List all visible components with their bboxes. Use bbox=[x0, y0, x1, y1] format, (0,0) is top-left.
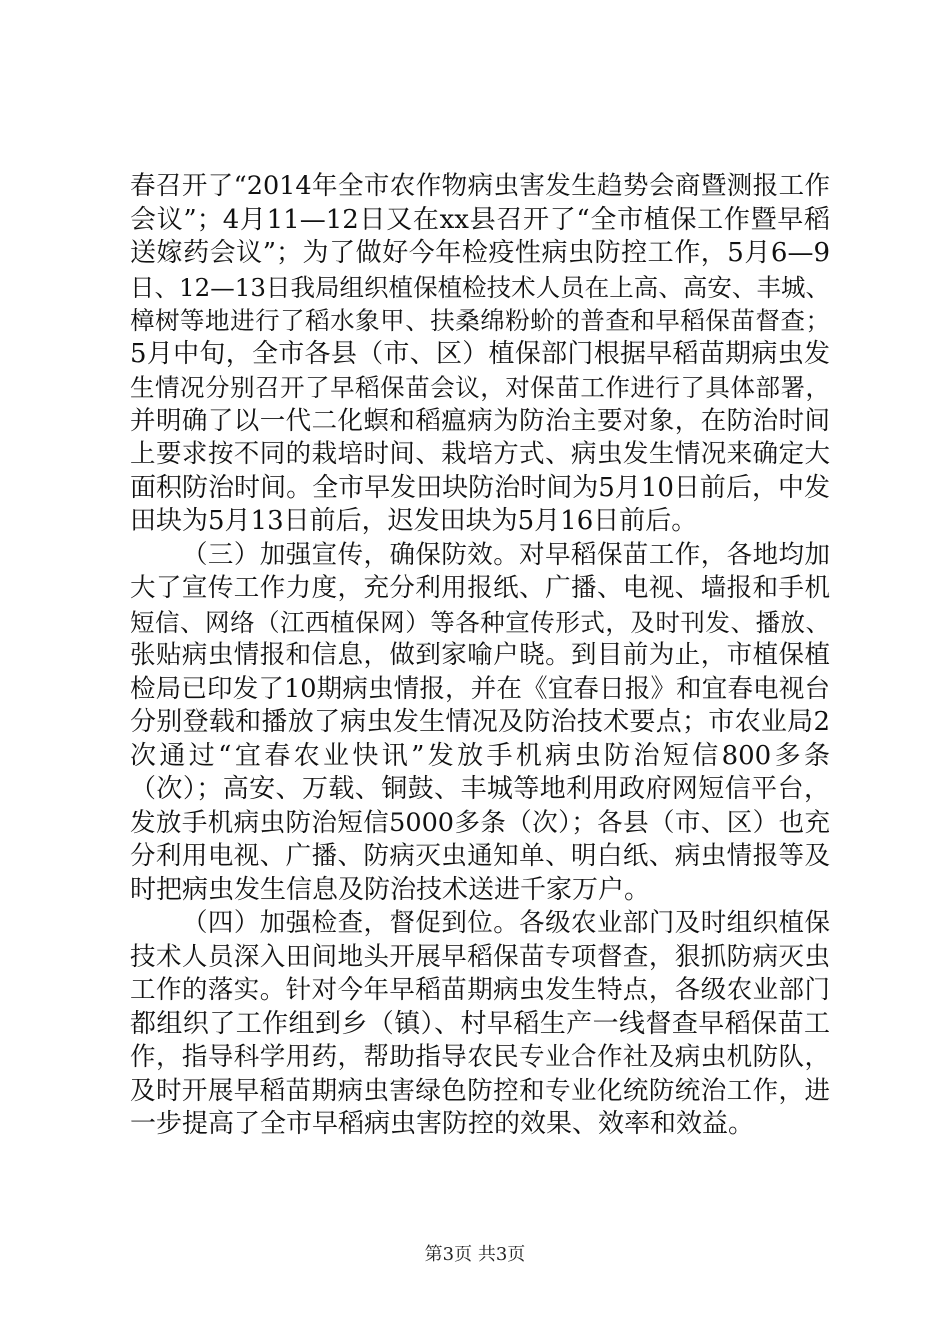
body-text-line: 田块为5月13日前后，迟发田块为5月16日前后。 bbox=[130, 506, 698, 536]
body-text-line: 时把病虫发生信息及防治技术送进千家万户。 bbox=[130, 874, 651, 905]
body-text-line: 一步提高了全市早稻病虫害防控的效果、效率和效益。 bbox=[130, 1109, 755, 1139]
body-text-line: （次）；高安、万载、铜鼓、丰城等地利用政府网短信平台， bbox=[130, 774, 830, 804]
body-text-line: 会议”；4月11—12日又在xx县召开了“全市植保工作暨早稻 bbox=[130, 204, 830, 235]
body-text-line: 春召开了“2014年全市农作物病虫害发生趋势会商暨测报工作 bbox=[130, 171, 830, 201]
body-text-line: 面积防治时间。全市早发田块防治时间为5月10日前后，中发 bbox=[130, 472, 830, 503]
body-text-line: 及时开展早稻苗期病虫害绿色防控和专业化统防统治工作，进 bbox=[130, 1075, 830, 1106]
body-text-line: 次通过“宜春农业快讯”发放手机病虫防治短信800多条 bbox=[130, 740, 830, 771]
body-text-line: 樟树等地进行了稻水象甲、扶桑绵粉蚧的普查和早稻保苗督查； bbox=[130, 306, 830, 335]
body-text-line: 上要求按不同的栽培时间、栽培方式、病虫发生情况来确定大 bbox=[130, 439, 830, 469]
page-number-footer: 第3页 共3页 bbox=[424, 1244, 526, 1265]
body-text-line: 短信、网络（江西植保网）等各种宣传形式，及时刊发、播放、 bbox=[130, 607, 830, 637]
body-text-line: （三）加强宣传，确保防效。对早稻保苗工作，各地均加 bbox=[182, 539, 830, 570]
body-text-line: 分利用电视、广播、防病灭虫通知单、明白纸、病虫情报等及 bbox=[130, 841, 830, 871]
body-text-line: 日、12—13日我局组织植保植检技术人员在上高、高安、丰城、 bbox=[130, 272, 830, 302]
document-body bbox=[130, 170, 830, 1142]
body-text-line: 检局已印发了10期病虫情报，并在《宜春日报》和宜春电视台 bbox=[130, 673, 830, 704]
body-text-line: 大了宣传工作力度，充分利用报纸、广播、电视、墙报和手机 bbox=[130, 573, 830, 603]
body-text-line: 并明确了以一代二化螟和稻瘟病为防治主要对象，在防治时间 bbox=[130, 405, 830, 436]
body-text-line: 工作的落实。针对今年早稻苗期病虫发生特点，各级农业部门 bbox=[130, 975, 830, 1005]
body-text-line: 发放手机病虫防治短信5000多条（次）；各县（市、区）也充 bbox=[130, 807, 830, 838]
body-text-line: 技术人员深入田间地头开展早稻保苗专项督查，狠抓防病灭虫 bbox=[130, 941, 830, 972]
body-text-line: （四）加强检查，督促到位。各级农业部门及时组织植保 bbox=[182, 908, 830, 938]
body-text-line: 都组织了工作组到乡（镇）、村早稻生产一线督查早稻保苗工 bbox=[130, 1008, 830, 1039]
body-text-line: 分别登载和播放了病虫发生情况及防治技术要点；市农业局2 bbox=[130, 707, 830, 737]
body-text-line: 张贴病虫情报和信息，做到家喻户晓。到目前为止，市植保植 bbox=[130, 640, 830, 670]
body-text-line: 送嫁药会议”；为了做好今年检疫性病虫防控工作，5月6—9 bbox=[130, 238, 830, 268]
body-text-line: 5月中旬，全市各县（市、区）植保部门根据早稻苗期病虫发 bbox=[130, 338, 830, 369]
body-text-line: 生情况分别召开了早稻保苗会议，对保苗工作进行了具体部署， bbox=[130, 373, 830, 402]
body-text-line: 作，指导科学用药，帮助指导农民专业合作社及病虫机防队， bbox=[130, 1042, 830, 1072]
